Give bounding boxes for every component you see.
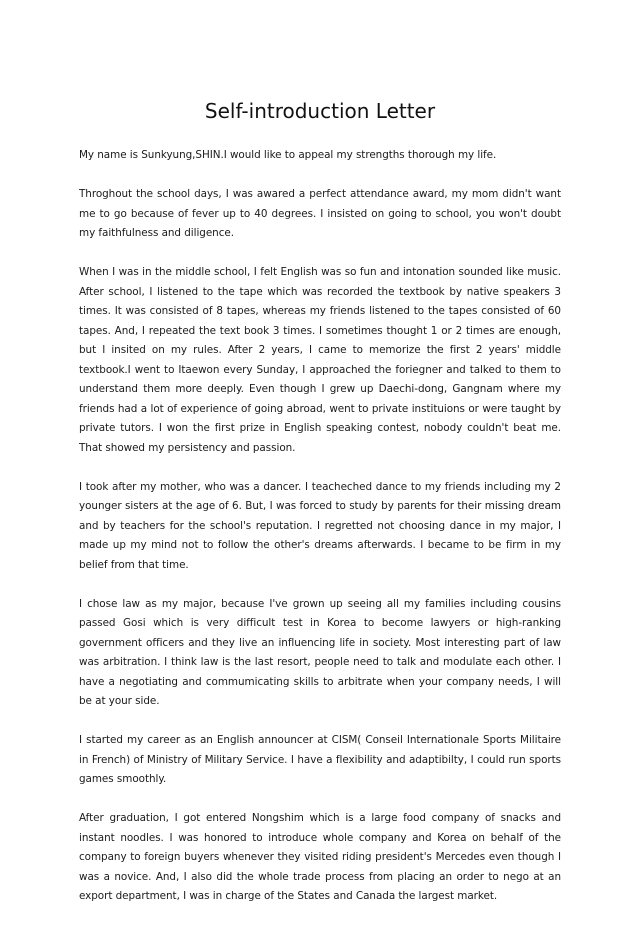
paragraph-intro: My name is Sunkyung,SHIN.I would like to appeal my strengths thorough my life. bbox=[79, 149, 497, 161]
paragraph-law: I chose law as my major, because I've grown up seeing all my families including cousins passed Gosi which is very difficult test in Korea to become lawyers or high-ranking government officers and they live an influencing life in society. Most interesting part of law was arbitration. I think law is the last resort, people need to talk and modulate each other. I have a negotiating and commumicating skills to arbitrate when your company needs, I will be at your side. bbox=[79, 597, 561, 707]
paragraph-announcer: I started my career as an English announcer at CISM( Conseil Internationale Sports Militaire in French) of Ministry of Military Service. I have a flexibility and adaptibilty, I could run sports games smoothly. bbox=[79, 734, 561, 785]
letter-page bbox=[79, 98, 561, 926]
paragraph-career: After graduation, I got entered Nongshim which is a large food company of snacks and instant noodles. I was honored to introduce whole company and Korea on behalf of the company to foreign buyers whenever they visited riding president's Mercedes even though I was a novice. And, I also did the whole trade process from placing an order to nego at an export department, I was in charge of the States and Canada the largest market. bbox=[79, 812, 561, 902]
document-title: Self-introduction Letter bbox=[204, 99, 436, 123]
paragraph-english: When I was in the middle school, I felt English was so fun and intonation sounded like music. After school, I listened to the tape which was recorded the textbook by native speakers 3 times. It was consisted of 8 tapes, whereas my friends listened to the tapes consisted of 60 tapes. And, I repeated the text book 3 times. I sometimes thought 1 or 2 times are enough, but I insited on my rules. After 2 years, I came to memorize the first 2 years' middle textbook.I went to Itaewon every Sunday, I approached the foriegner and talked to them to understand them more deeply. Even though I grew up Daechi-dong, Gangnam where my friends had a lot of experience of going abroad, went to private instituions or were taught by private tutors. I won the first prize in English speaking contest, nobody couldn't beat me. That showed my persistency and passion. bbox=[79, 266, 561, 454]
paragraph-dance: I took after my mother, who was a dancer. I teacheched dance to my friends including my 2 younger sisters at the age of 6. But, I was forced to study by parents for their missing dream and by teachers for the school's reputation. I regretted not choosing dance in my major, I made up my mind not to follow the other's dreams afterwards. I became to be firm in my belief from that time. bbox=[79, 480, 561, 571]
paragraph-school-days: Throghout the school days, I was awared a perfect attendance award, my mom didn't want me to go because of fever up to 40 degrees. I insisted on going to school, you won't doubt my faithfulness and diligence. bbox=[79, 188, 561, 239]
